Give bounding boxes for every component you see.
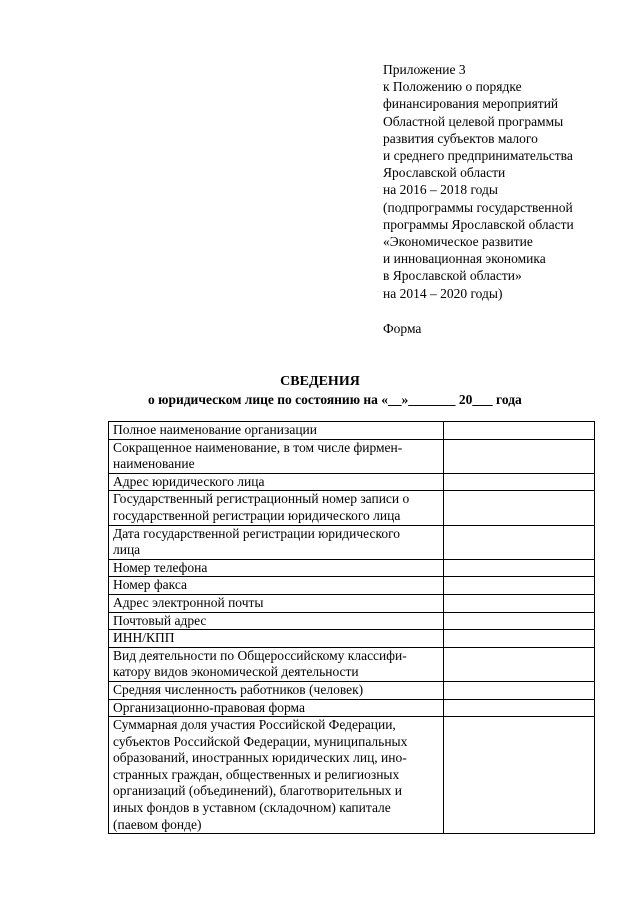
row-label-line: Адрес электронной почты xyxy=(113,594,264,610)
table-row xyxy=(109,699,595,717)
table-row xyxy=(109,717,595,834)
row-label-cell xyxy=(109,630,444,648)
row-value-cell[interactable] xyxy=(444,717,595,834)
table-row xyxy=(109,439,595,473)
appendix-line: (подпрограммы государственной xyxy=(383,199,573,215)
table-row xyxy=(109,559,595,577)
appendix-line: развития субъектов малого xyxy=(383,130,538,146)
table-row xyxy=(109,473,595,491)
row-label-line: лица xyxy=(113,542,141,558)
row-label-line: ИНН/КПП xyxy=(113,630,175,646)
table-row xyxy=(109,594,595,612)
row-label-line: Суммарная доля участия Российской Федерации, xyxy=(113,717,396,733)
table-row xyxy=(109,630,595,648)
row-value-cell[interactable] xyxy=(444,647,595,681)
row-label-cell xyxy=(109,473,444,491)
table-row xyxy=(109,681,595,699)
table-row xyxy=(109,647,595,681)
table-row xyxy=(109,422,595,440)
row-value-cell[interactable] xyxy=(444,699,595,717)
row-label-cell xyxy=(109,525,444,559)
row-label-cell xyxy=(109,422,444,440)
row-label-cell xyxy=(109,491,444,525)
row-label-line: странных граждан, общественных и религиозных xyxy=(113,766,400,782)
row-label-cell xyxy=(109,612,444,630)
row-value-cell[interactable] xyxy=(444,439,595,473)
row-label-line: Средняя численность работников (человек) xyxy=(113,681,364,697)
row-label-line: Дата государственной регистрации юридического xyxy=(113,525,401,541)
row-value-cell[interactable] xyxy=(444,473,595,491)
row-value-cell[interactable] xyxy=(444,491,595,525)
row-label-line: наименование xyxy=(113,456,195,472)
row-label-line: катору видов экономической деятельности xyxy=(113,664,359,680)
appendix-line: на 2016 – 2018 годы xyxy=(383,182,498,198)
row-label-line: государственной регистрации юридического лица xyxy=(113,507,401,523)
form-label: Форма xyxy=(383,321,422,336)
row-label-line: Организационно-правовая форма xyxy=(113,699,305,715)
row-label-line: (паевом фонде) xyxy=(113,816,202,832)
row-label-line: образований, иностранных юридических лиц, ино- xyxy=(113,750,407,766)
appendix-line: финансирования мероприятий xyxy=(383,96,559,112)
document-subtitle xyxy=(108,391,628,408)
row-value-cell[interactable] xyxy=(444,577,595,595)
row-value-cell[interactable] xyxy=(444,594,595,612)
appendix-line: Ярославской области xyxy=(383,165,506,181)
document-subtitle-text: о юридическом лице по состоянию на «__»_______ 20___ года xyxy=(148,392,522,407)
row-label-line: Адрес юридического лица xyxy=(113,473,265,489)
row-label-cell xyxy=(109,699,444,717)
row-label-line: Почтовый адрес xyxy=(113,612,207,628)
appendix-line: и среднего предпринимательства xyxy=(383,148,573,164)
appendix-line: и инновационная экономика xyxy=(383,251,546,267)
row-label-line: иных фондов в уставном (складочном) капитале xyxy=(113,800,391,816)
info-table-body xyxy=(109,422,595,834)
row-label-line: Номер телефона xyxy=(113,559,208,575)
row-label-line: Номер факса xyxy=(113,577,188,593)
appendix-header xyxy=(383,61,574,302)
appendix-line: в Ярославской области» xyxy=(383,268,522,284)
appendix-line: «Экономическое развитие xyxy=(383,234,533,250)
row-label-cell xyxy=(109,681,444,699)
appendix-line: Приложение 3 xyxy=(383,62,466,77)
row-label-line: организаций (объединений), благотворительных и xyxy=(113,783,403,799)
row-label-cell xyxy=(109,559,444,577)
row-label-line: Сокращенное наименование, в том числе фирмен- xyxy=(113,439,403,455)
row-label-line: субъектов Российской Федерации, муниципальных xyxy=(113,733,408,749)
table-row xyxy=(109,491,595,525)
row-value-cell[interactable] xyxy=(444,630,595,648)
row-value-cell[interactable] xyxy=(444,422,595,440)
row-label-cell xyxy=(109,577,444,595)
document-title: СВЕДЕНИЯ xyxy=(280,374,360,389)
table-row xyxy=(109,612,595,630)
appendix-line: программы Ярославской области xyxy=(383,216,574,232)
row-label-line: Государственный регистрационный номер записи о xyxy=(113,491,410,507)
row-value-cell[interactable] xyxy=(444,681,595,699)
row-label-line: Вид деятельности по Общероссийскому классифи- xyxy=(113,647,407,663)
appendix-line: к Положению о порядке xyxy=(383,79,522,95)
info-table xyxy=(108,421,595,834)
row-label-cell xyxy=(109,717,444,834)
row-label-cell xyxy=(109,439,444,473)
table-row xyxy=(109,577,595,595)
appendix-line: Областной целевой программы xyxy=(383,113,564,129)
row-label-cell xyxy=(109,594,444,612)
row-value-cell[interactable] xyxy=(444,559,595,577)
table-row xyxy=(109,525,595,559)
appendix-line: на 2014 – 2020 годы) xyxy=(383,285,503,301)
row-value-cell[interactable] xyxy=(444,525,595,559)
row-label-cell xyxy=(109,647,444,681)
row-value-cell[interactable] xyxy=(444,612,595,630)
row-label-line: Полное наименование организации xyxy=(113,422,317,437)
